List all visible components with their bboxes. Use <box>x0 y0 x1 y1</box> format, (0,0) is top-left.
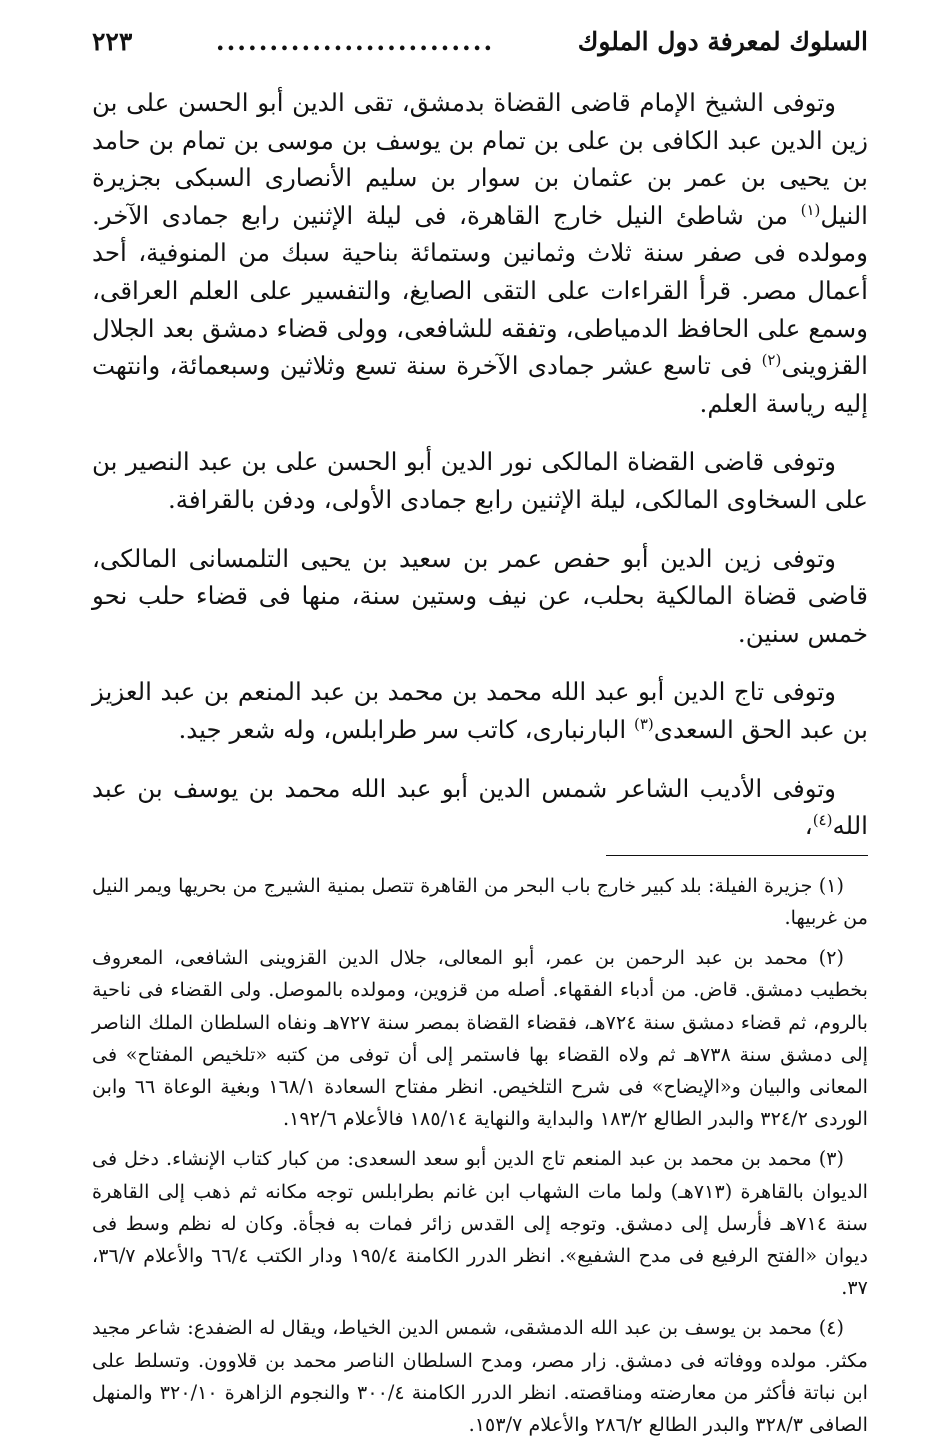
paragraph-text: من شاطئ النيل خارج القاهرة، فى ليلة الإثنين رابع جمادى الآخر. ومولده فى صفر سنة ثلاث وثمانين وستمائة بناحية سبك من المنوفية، أحد أعمال مصر. قرأ القراءات على التقى الصايغ، والتفسير على العلم العراقى، وسمع على الحافظ الدمياطى، وتفقه للشافعى، وولى قضاء دمشق بعد الجلال القزوينى <box>92 200 868 381</box>
paragraph-text: فى تاسع عشر جمادى الآخرة سنة تسع وثلاثين وسبعمائة، وانتهت إليه رياسة العلم. <box>92 351 868 418</box>
footnote-4: (٤) محمد بن يوسف بن عبد الله الدمشقى، شمس الدين الخياط، ويقال له الضفدع: شاعر مجيد مكثر. مولده ووفاته فى دمشق. زار مصر، ومدح السلطان الناصر محمد بن قلاوون. وتسلط على ابن نباتة فأكثر من معارضته ومناقصته. انظر الدرر الكامنة ٣٠٠/٤ والنجوم الزاهرة ٣٢٠/١٠ والمنهل الصافى ٣٢٨/٣ والبدر الطالع ٢٨٦/٢ والأعلام ١٥٣/٧. <box>92 1316 869 1436</box>
paragraph-zayn-al-din-al-tilimsani: وتوفى زين الدين أبو حفص عمر بن سعيد بن يحيى التلمسانى المالكى، قاضى قضاة المالكية بحلب، عن نيف وستين سنة، منها فى قضاء حلب نحو خمس سنين. <box>92 543 868 648</box>
footnote-ref-3: (٣) <box>634 714 654 733</box>
footnote-ref-4: (٤) <box>812 810 833 829</box>
paragraph-text: ، <box>804 811 813 841</box>
page-number: ٢٢٣ <box>92 27 133 56</box>
footnote-separator <box>606 855 868 856</box>
footnote-ref-1: (١) <box>800 200 821 219</box>
paragraph-text: وتوفى الأديب الشاعر شمس الدين أبو عبد الله محمد بن يوسف بن عبد الله <box>92 773 868 841</box>
footnotes <box>92 870 868 1441</box>
paragraph-shams-al-din-al-khayyat <box>92 770 868 845</box>
footnote-ref-2: (٢) <box>761 351 782 369</box>
running-header <box>92 22 868 66</box>
footnote-2: (٢) محمد بن عبد الرحمن بن عمر، أبو المعالى، جلال الدين القزوينى الشافعى، المعروف بخطيب دمشق. قاض. من أدباء الفقهاء. أصله من قزوين، ومولده بالموصل. ولى القضاء فى ناحية بالروم، ثم قضاء دمشق سنة ٧٢٤هـ، فقضاء القضاة بمصر سنة ٧٢٧هـ ونفاه السلطان الملك الناصر إلى دمشق سنة ٧٣٨هـ ثم ولاه القضاء بها فاستمر إلى أن توفى من كتبه «تلخيص المفتاح» فى المعانى والبيان و«الإيضاح» فى شرح التلخيص. انظر مفتاح السعادة ١٦٨/١ وبغية الوعاة ٦٦ وابن الوردى ٣٢٤/٢ والبدر الطالع ١٨٣/٢ والبداية والنهاية ١٨٥/١٤ فالأعلام ١٩٢/٦. <box>92 946 869 1131</box>
book-title: السلوك لمعرفة دول الملوك <box>577 27 868 56</box>
paragraph-nur-al-din-al-sakhawi: وتوفى قاضى القضاة المالكى نور الدين أبو الحسن على بن عبد النصير بن على السخاوى المالكى، ليلة الإثنين رابع جمادى الأولى، ودفن بالقرافة. <box>92 447 868 514</box>
main-text <box>92 84 868 845</box>
paragraph-taj-al-din-al-saadi <box>92 673 868 748</box>
header-leader-dots: .......................... <box>215 27 495 56</box>
paragraph-taqi-al-din-al-subki <box>92 84 868 422</box>
footnote-3: (٣) محمد بن محمد بن عبد المنعم تاج الدين أبو سعد السعدى: من كبار كتاب الإنشاء. دخل فى الديوان بالقاهرة (٧١٣هـ) ولما مات الشهاب ابن غانم بطرابلس توجه مكانه ثم ذهب إلى القاهرة سنة ٧١٤هـ فأرسل إلى دمشق. وتوجه إلى القدس زائر فمات به فجأة. وكان له نظم وسط فى ديوان «الفتح الرفيع فى مدح الشفيع». انظر الدرر الكامنة ١٩٥/٤ ودار الكتب ٦٦/٤ والأعلام ٣٦/٧، ٣٧. <box>92 1147 869 1300</box>
paragraph-text: وتوفى تاج الدين أبو عبد الله محمد بن محمد بن عبد المنعم بن عبد العزيز بن عبد الحق السعدى <box>92 677 868 744</box>
footnote-1: (١) جزيرة الفيلة: بلد كبير خارج باب البحر من القاهرة تتصل بمنية الشيرج من بحريها ويمر النيل من غربيها. <box>92 873 868 929</box>
paragraph-text: وتوفى الشيخ الإمام قاضى القضاة بدمشق، تقى الدين أبو الحسن على بن زين الدين عبد الكافى بن على بن تمام بن يوسف بن موسى بن تمام بن حامد بن يحيى بن عمر بن عثمان بن سوار بن سليم الأنصارى السبكى بجزيرة النيل <box>92 88 868 230</box>
paragraph-text: البارنبارى، كاتب سر طرابلس، وله شعر جيد. <box>178 714 634 744</box>
book-page <box>92 22 869 1436</box>
